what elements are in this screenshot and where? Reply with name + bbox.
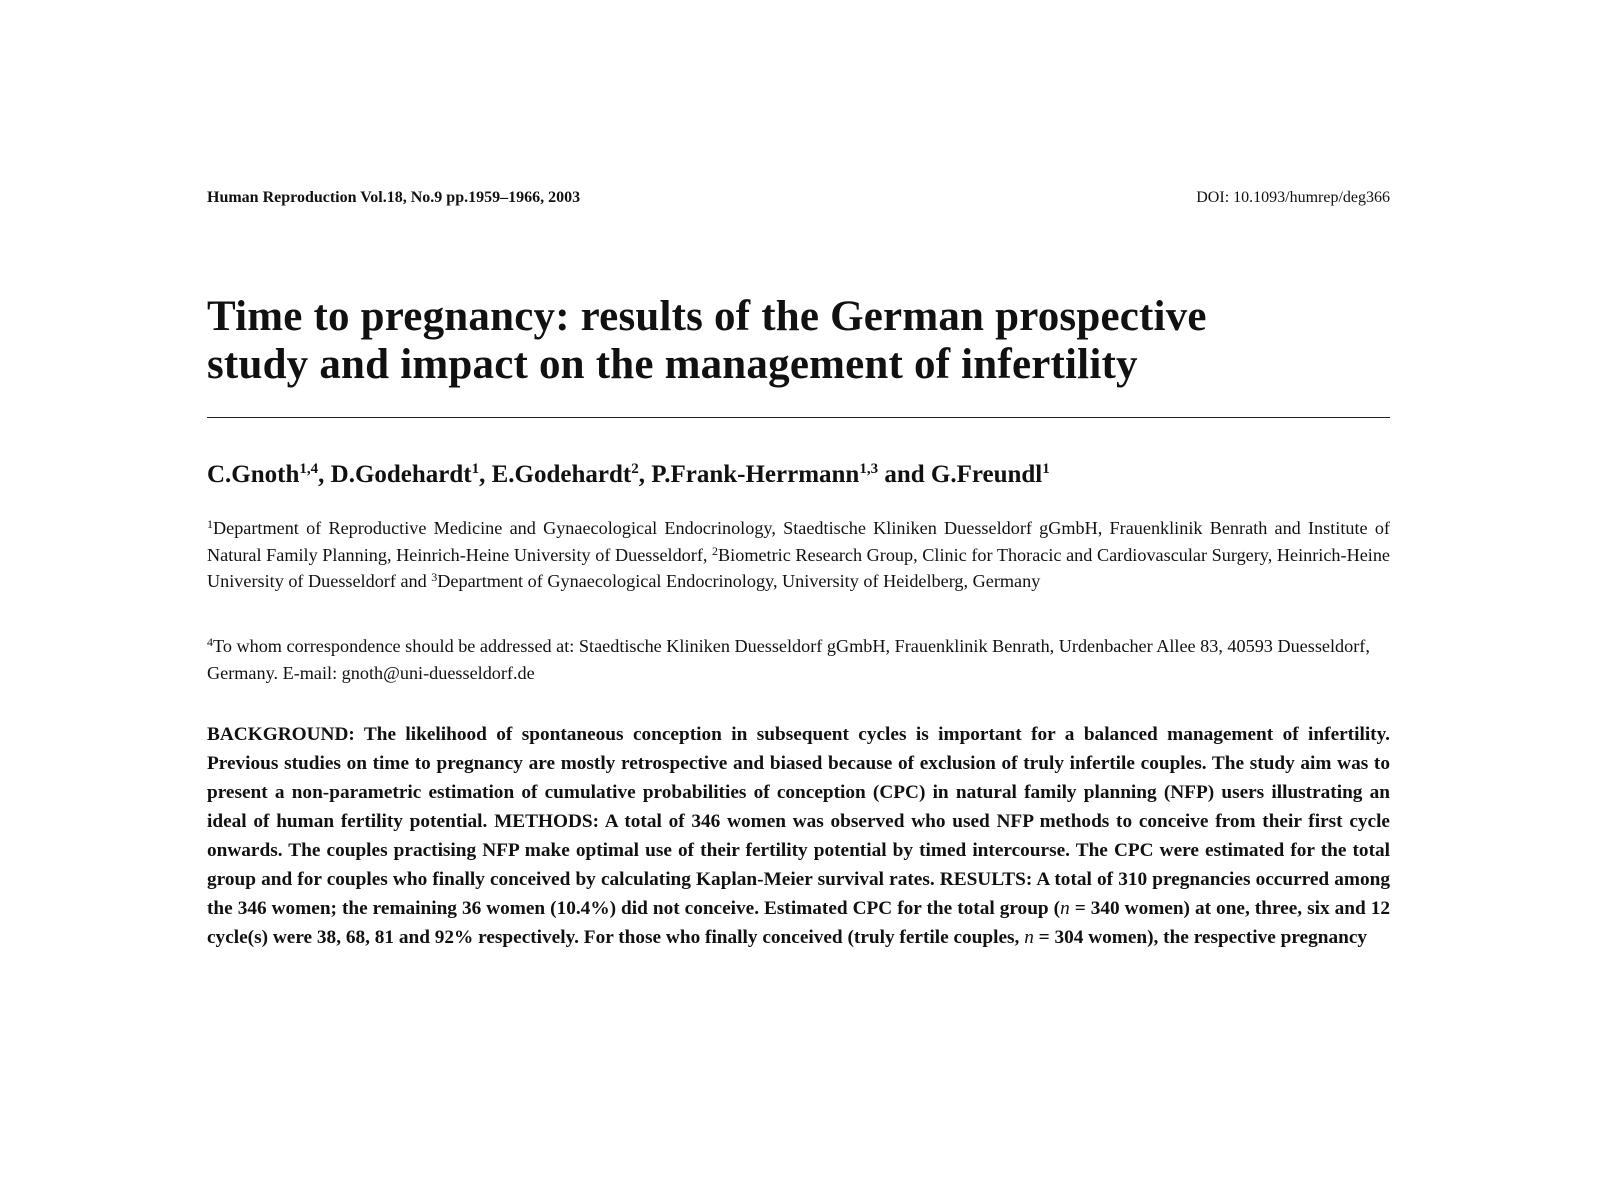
author-affiliation-mark: 1,4 [299, 461, 319, 477]
author-name: D.Godehardt [330, 461, 472, 488]
author-name: E.Godehardt [491, 461, 632, 488]
author-name: C.Gnoth [207, 461, 300, 488]
paper-title-line-2: study and impact on the management of infertility [207, 341, 1138, 388]
affiliation-mark: 3 [431, 570, 438, 584]
abstract-n-symbol: n [1024, 927, 1034, 948]
abstract-text: = 304 women), the respective pregnancy [1033, 927, 1368, 948]
correspondence-address [207, 633, 1390, 686]
author-name: P.Frank-Herrmann [651, 461, 860, 488]
running-header [207, 189, 1390, 211]
abstract-text: BACKGROUND: The likelihood of spontaneous conception in subsequent cycles is important for a balanced management of infertility. Previous studies on time to pregnancy are mostly retrospective and biased because of exclusion of truly infertile couples. The study aim was to present a non-parametric estimation of cumulative probabilities of conception (CPC) in natural family planning (NFP) users illustrating an ideal of human fertility potential. METHODS: A total of 346 women was observed who used NFP methods to conceive from their first cycle onwards. The couples practising NFP make optimal use of their fertility potential by timed intercourse. The CPC were estimated for the total group and for couples who finally conceived by calculating Kaplan-Meier survival rates. RESULTS: A total of 310 pregnancies occurred among the 346 women; the remaining 36 women (10.4%) did not conceive. Estimated CPC for the total group ( [207, 724, 1390, 919]
affiliation-mark: 2 [712, 543, 719, 558]
author-list [207, 459, 1390, 491]
abstract-n-symbol: n [1060, 898, 1070, 919]
affiliation-text: Department of Reproductive Medicine and Gynaecological Endocrinology, Staedtische Kliniken Duesseldorf gGmbH, Frauenklinik Benrath and Institute of Natural Family Planning, Heinrich-Heine University of Duesseldorf, [207, 518, 1390, 565]
paper-title [207, 293, 1390, 389]
author-separator: and [878, 461, 931, 488]
title-divider [207, 417, 1390, 418]
correspondence-text: To whom correspondence should be addressed at: Staedtische Kliniken Duesseldorf gGmbH, Frauenklinik Benrath, Urdenbacher Allee 83, 40593 Duesseldorf, Germany. E-mail: gnoth@uni-duesseldorf.de [207, 636, 1370, 683]
author-affiliation-mark: 1,3 [859, 461, 879, 477]
affiliation-mark: 1 [207, 517, 213, 531]
author-separator: , [638, 461, 652, 488]
author-separator: , [318, 461, 331, 488]
paper-title-line-1: Time to pregnancy: results of the German prospective [207, 293, 1207, 340]
abstract [207, 720, 1390, 952]
doi-label: DOI: 10.1093/humrep/deg366 [1196, 189, 1390, 206]
author-affiliation-mark: 1 [1042, 461, 1050, 477]
author-name: G.Freundl [930, 461, 1043, 488]
affiliation-text: Department of Gynaecological Endocrinology, University of Heidelberg, Germany [437, 571, 1041, 591]
affiliation-text: Biometric Research Group, Clinic for Thoracic and Cardiovascular Surgery, Heinrich-Heine University of Duesseldorf and [207, 544, 1390, 591]
author-affiliation-mark: 1 [471, 461, 480, 477]
author-separator: , [479, 461, 492, 488]
journal-reference: Human Reproduction Vol.18, No.9 pp.1959–1966, 2003 [207, 189, 581, 206]
affiliations [207, 515, 1390, 595]
correspondence-mark: 4 [207, 635, 213, 649]
author-affiliation-mark: 2 [631, 461, 639, 477]
abstract-text: = 340 women) at one, three, six and 12 cycle(s) were 38, 68, 81 and 92% respectively. For those who finally conceived (truly fertile couples, [207, 898, 1390, 948]
